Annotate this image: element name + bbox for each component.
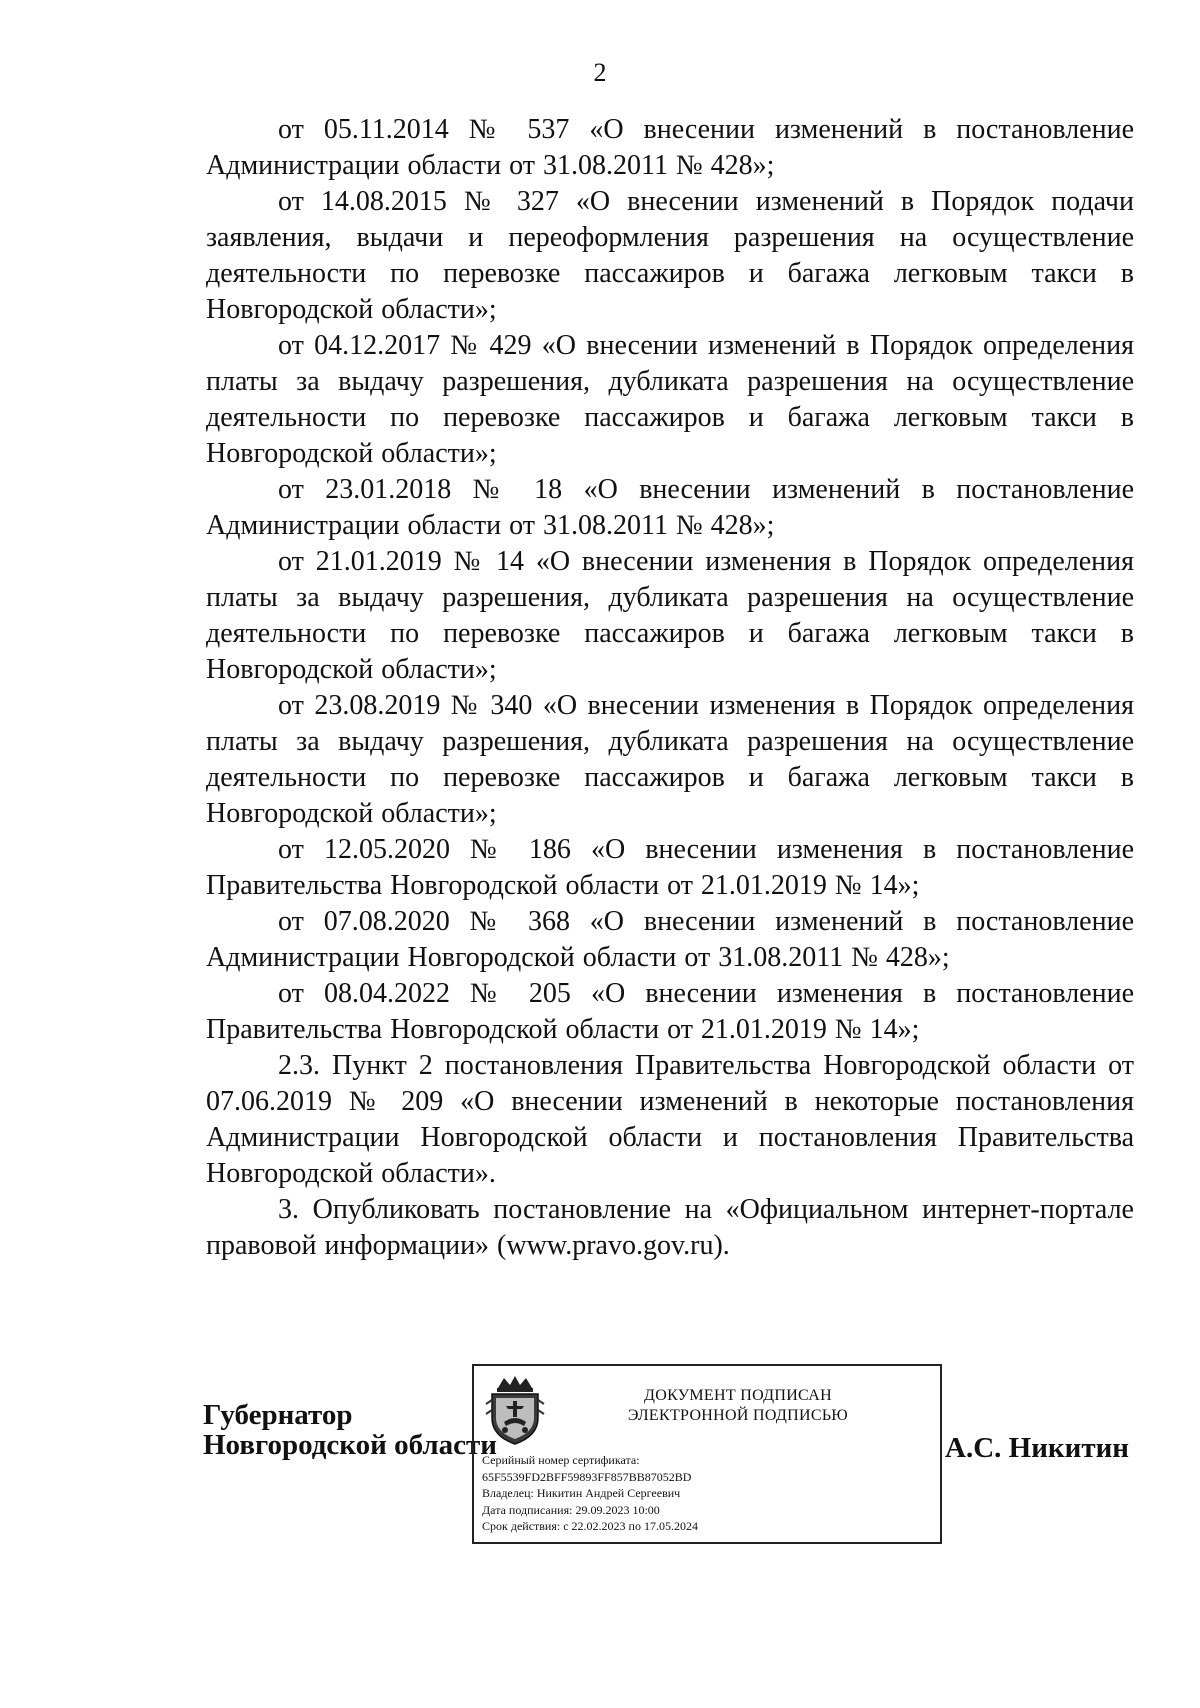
signatory-title-line: Новгородской области <box>203 1429 497 1461</box>
paragraph: от 04.12.2017 № 429 «О внесении изменений в Порядок определения платы за выдачу разрешения, дубликата разрешения на осуществление деятельности по перевозке пассажиров и багажа легковым такси в Новгородской области»; <box>206 330 1134 469</box>
paragraph: от 23.08.2019 № 340 «О внесении изменения в Порядок определения платы за выдачу разрешения, дубликата разрешения на осуществление деятельности по перевозке пассажиров и багажа легковым такси в Новгородской области»; <box>206 690 1134 829</box>
paragraph: от 21.01.2019 № 14 «О внесении изменения в Порядок определения платы за выдачу разрешения, дубликата разрешения на осуществление деятельности по перевозке пассажиров и багажа легковым такси в Новгородской области»; <box>206 546 1134 685</box>
paragraph: от 07.08.2020 № 368 «О внесении изменений в постановление Администрации Новгородской области от 31.08.2011 № 428»; <box>206 906 1134 973</box>
certificate-owner: Владелец: Никитин Андрей Сергеевич <box>482 1486 681 1500</box>
signing-date: Дата подписания: 29.09.2023 10:00 <box>482 1502 660 1517</box>
page-number: 2 <box>593 58 607 87</box>
paragraph: 2.3. Пункт 2 постановления Правительства Новгородской области от 07.06.2019 № 209 «О внесении изменений в некоторые постановления Администрации Новгородской области и постановления Правительства Новгородской области». <box>206 1050 1134 1189</box>
stamp-heading <box>558 1386 918 1426</box>
certificate-validity: Срок действия: с 22.02.2023 по 17.05.2024 <box>482 1519 698 1533</box>
document-body <box>206 112 1134 1264</box>
signatory-title-line: Губернатор <box>203 1399 353 1431</box>
signatory-title <box>203 1400 497 1460</box>
stamp-heading-line: ЭЛЕКТРОННОЙ ПОДПИСЬЮ <box>627 1407 849 1424</box>
stamp-details <box>482 1452 698 1535</box>
paragraph: от 05.11.2014 № 537 «О внесении изменений в постановление Администрации области от 31.08.2011 № 428»; <box>206 114 1134 181</box>
stamp-heading-line: ДОКУМЕНТ ПОДПИСАН <box>644 1387 832 1404</box>
certificate-serial: 65F5539FD2BFF59893FF857BB87052BD <box>482 1469 692 1484</box>
paragraph: 3. Опубликовать постановление на «Официальном интернет-портале правовой информации» (www.pravo.gov.ru). <box>206 1194 1134 1261</box>
paragraph: от 08.04.2022 № 205 «О внесении изменения в постановление Правительства Новгородской области от 21.01.2019 № 14»; <box>206 978 1134 1045</box>
paragraph: от 23.01.2018 № 18 «О внесении изменений в постановление Администрации области от 31.08.2011 № 428»; <box>206 474 1134 541</box>
electronic-signature-stamp <box>472 1364 942 1544</box>
signatory-name: А.С. Никитин <box>945 1432 1129 1464</box>
coat-of-arms-icon <box>484 1374 546 1446</box>
paragraph: от 12.05.2020 № 186 «О внесении изменения в постановление Правительства Новгородской области от 21.01.2019 № 14»; <box>206 834 1134 901</box>
certificate-label: Серийный номер сертификата: <box>482 1453 640 1467</box>
paragraph: от 14.08.2015 № 327 «О внесении изменений в Порядок подачи заявления, выдачи и переоформления разрешения на осуществление деятельности по перевозке пассажиров и багажа легковым такси в Новгородской области»; <box>206 186 1134 325</box>
